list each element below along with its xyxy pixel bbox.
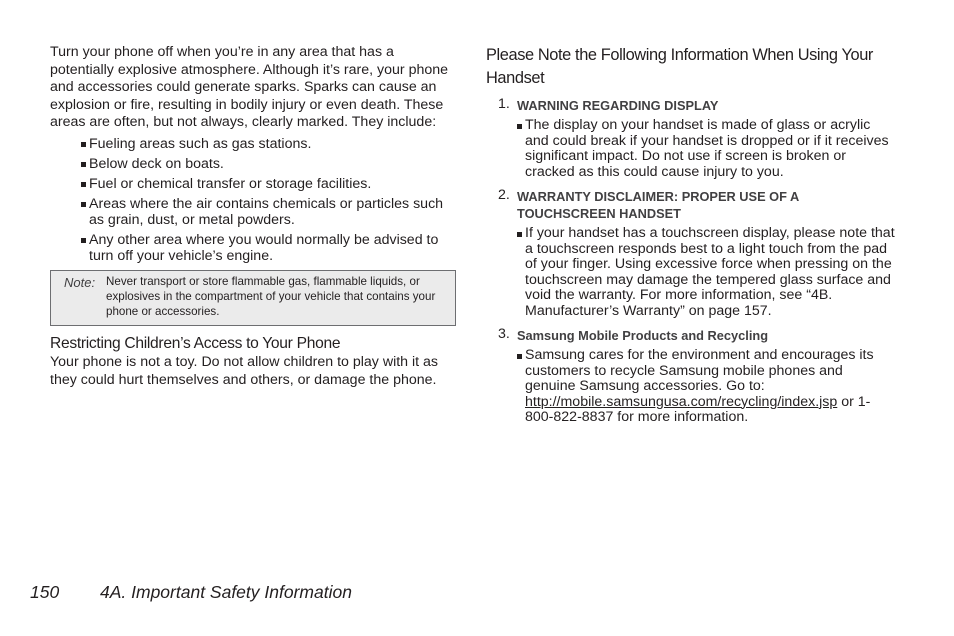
list-item-text: Fuel or chemical transfer or storage facilities. [89,175,372,192]
bullet-square-icon [81,238,86,243]
list-item-text: Samsung cares for the environment and encourages its customers to recycle Samsung mobile phones and genuine Samsung accessories. Go to: [525,347,874,394]
left-column [50,44,456,389]
page-footer [30,581,352,603]
bullet-square-icon [81,162,86,167]
item-title: Samsung Mobile Products and Recycling [517,328,769,343]
list-item-text: or 1-800-822-8837 for more information. [525,393,871,425]
item-number: 3. [498,326,510,342]
list-item-text: Below deck on boats. [89,155,224,172]
footer-section-title: 4A. Important Safety Information [100,582,352,602]
list-item-text: If your handset has a touchscreen display, please note that a touchscreen responds best to a light touch from the pad of your finger. Using excessive force when pressing on the touchscreen may damage the tempered glass surface and void the warranty. For more information, see “4B. Manufacturer’s Warranty” on page 157. [525,225,895,319]
section-paragraph: Your phone is not a toy. Do not allow children to play with it as they could hurt themselves and others, or damage the phone. [50,353,439,388]
right-column [486,44,896,426]
numbered-item [486,96,896,180]
hazard-list [50,136,456,264]
item-title: WARNING REGARDING DISPLAY [517,98,719,113]
list-item [486,118,896,180]
list-item-text: The display on your handset is made of glass or acrylic and could break if your handset is dropped or if it receives significant impact. Do not use if screen is broken or cracked as this could cause injury to you. [525,117,889,180]
section-heading: Restricting Children’s Access to Your Phone [50,334,341,352]
recycling-link[interactable]: http://mobile.samsungusa.com/recycling/index.jsp [525,393,838,410]
bullet-square-icon [517,354,522,359]
bullet-square-icon [81,182,86,187]
list-item [486,348,896,426]
list-item [486,226,896,319]
numbered-item [486,326,896,426]
list-item [50,232,456,264]
intro-paragraph: Turn your phone off when you’re in any area that has a potentially explosive atmosphere. Although it’s rare, your phone and accessories could generate sparks. Sparks can cause an explosion or fire, resulting in bodily injury or even death. These areas are often, but not always, clearly marked. They include: [50,44,449,131]
item-title: WARRANTY DISCLAIMER: PROPER USE OF A TOUCHSCREEN HANDSET [517,189,799,221]
note-box [50,270,456,326]
page-number: 150 [30,582,60,602]
list-item [50,196,456,228]
bullet-square-icon [517,124,522,129]
list-item [50,156,456,172]
item-number: 1. [498,96,510,112]
bullet-square-icon [81,202,86,207]
page-heading: Please Note the Following Information When Using Your Handset [486,46,873,87]
note-text: Never transport or store flammable gas, flammable liquids, or explosives in the compartment of your vehicle that contains your phone or accessories. [106,274,436,318]
bullet-square-icon [517,232,522,237]
list-item-text: Fueling areas such as gas stations. [89,135,312,152]
list-item-text: Areas where the air contains chemicals or particles such as grain, dust, or metal powders. [89,195,444,228]
list-item [50,136,456,152]
bullet-square-icon [81,142,86,147]
item-number: 2. [498,187,510,203]
note-label: Note: [64,274,96,290]
numbered-item [486,187,896,319]
list-item-text: Any other area where you would normally be advised to turn off your vehicle’s engine. [89,231,439,264]
list-item [50,176,456,192]
